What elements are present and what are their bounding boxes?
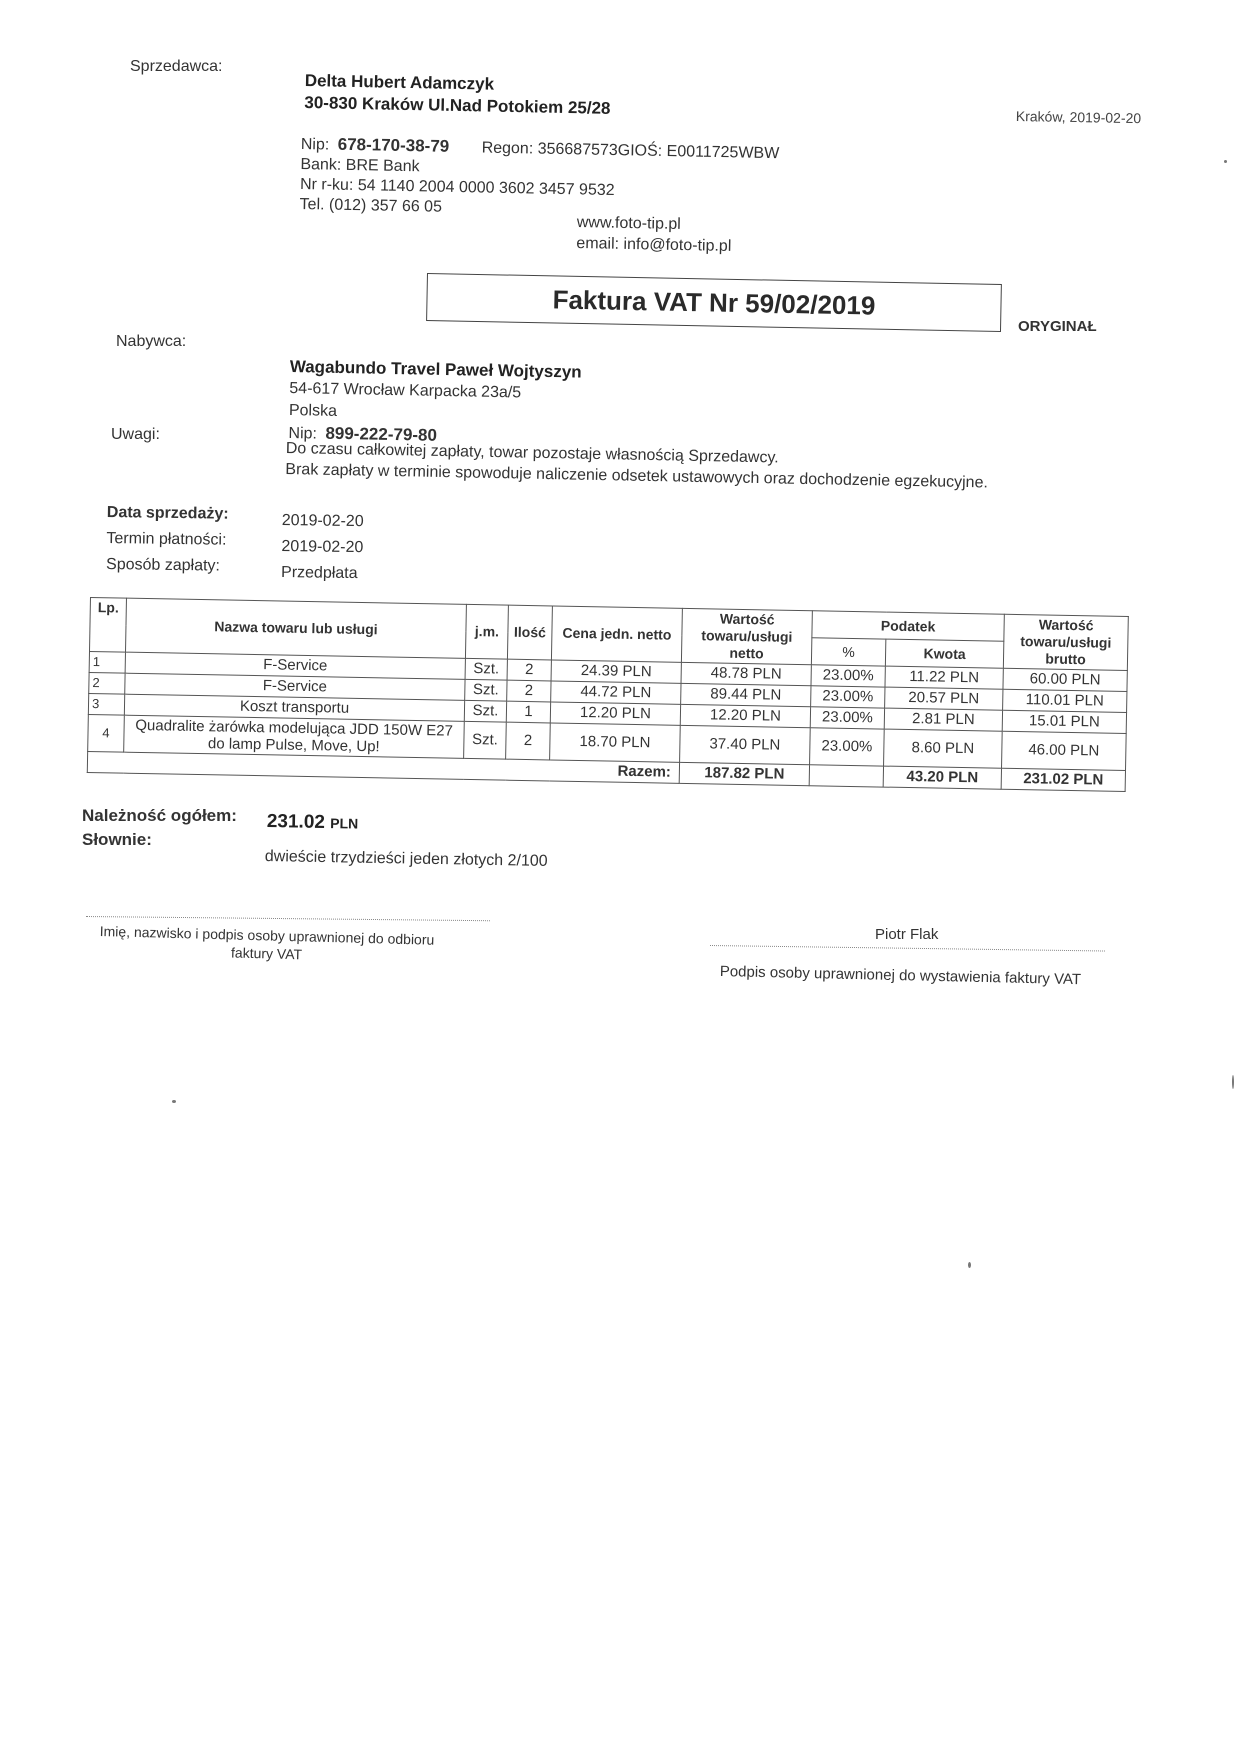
payment-method-label: Sposób zapłaty: [105, 555, 221, 575]
seller-nip-value: 678-170-38-79 [337, 134, 450, 156]
col-name: Nazwa towaru lub usługi [125, 598, 466, 658]
place-date: Kraków, 2019-02-20 [1015, 108, 1142, 127]
row-gross: 110.01 PLN [1003, 689, 1127, 712]
invoice-title-box [426, 273, 1002, 332]
issuer-signature-caption: Podpis osoby uprawnionej do wystawienia faktury VAT [719, 963, 1082, 989]
dates-values [281, 508, 364, 587]
row-name [124, 715, 465, 758]
copy-mark: ORYGINAŁ [1018, 318, 1097, 335]
row-name-line-2: do lamp Pulse, Move, Up! [207, 735, 380, 756]
due-date-value: 2019-02-20 [281, 537, 364, 557]
sale-date-value: 2019-02-20 [281, 511, 364, 531]
row-tax-pct: 23.00% [810, 728, 885, 766]
total-tax-pct-empty [809, 765, 883, 787]
row-tax-amount: 20.57 PLN [885, 687, 1003, 710]
row-unit-price: 44.72 PLN [551, 681, 681, 704]
row-name: F-Service [125, 652, 465, 679]
sale-date-label: Data sprzedaży: [106, 503, 229, 523]
buyer-nip-label: Nip: [288, 424, 318, 443]
amount-due-number: 231.02 [266, 811, 326, 834]
row-tax-pct: 23.00% [811, 665, 885, 687]
row-tax-amount: 8.60 PLN [884, 729, 1003, 768]
row-unit-price: 18.70 PLN [550, 723, 681, 762]
seller-account: Nr r-ku: 54 1140 2004 0000 3602 3457 9532 [299, 175, 615, 200]
seller-phone: Tel. (012) 357 66 05 [299, 195, 443, 216]
seller-name: Delta Hubert Adamczyk [304, 70, 495, 94]
row-unit: Szt. [465, 679, 507, 701]
notes-line-1: Do czasu całkowitej zapłaty, towar pozostaje własnością Sprzedawcy. [285, 439, 779, 467]
col-unit: j.m. [465, 604, 508, 659]
receiver-caption-line-2: faktury VAT [230, 944, 303, 963]
scan-speck [1232, 1075, 1234, 1089]
row-unit: Szt. [464, 721, 507, 759]
seller-email: email: info@foto-tip.pl [576, 234, 732, 255]
row-unit-price: 12.20 PLN [550, 702, 680, 725]
buyer-address: 54-617 Wrocław Karpacka 23a/5 [289, 379, 522, 402]
row-tax-pct: 23.00% [810, 707, 884, 729]
notes-line-2: Brak zapłaty w terminie spowoduje naliczenie odsetek ustawowych oraz dochodzenie egzekucyjne. [285, 460, 989, 492]
row-unit: Szt. [465, 658, 507, 680]
notes-label: Uwagi: [111, 426, 160, 443]
items-table-wrap [87, 597, 1129, 792]
row-tax-pct: 23.00% [811, 686, 885, 708]
row-gross: 46.00 PLN [1002, 731, 1127, 770]
row-qty: 2 [506, 722, 551, 760]
buyer-nip-value: 899-222-79-80 [325, 423, 438, 445]
buyer-country: Polska [288, 401, 338, 420]
total-gross: 231.02 PLN [1001, 768, 1125, 791]
amount-due-value [267, 811, 359, 835]
row-tax-amount: 11.22 PLN [885, 666, 1003, 689]
col-unit-price: Cena jedn. netto [551, 606, 682, 662]
table-header-row [90, 598, 1128, 644]
seller-website: www.foto-tip.pl [576, 213, 681, 233]
buyer-label: Nabywca: [116, 333, 187, 350]
seller-label: Sprzedawca: [130, 58, 223, 75]
row-gross: 15.01 PLN [1002, 710, 1126, 733]
row-name: F-Service [125, 673, 465, 700]
row-unit: Szt. [464, 700, 506, 722]
items-table [87, 597, 1129, 792]
due-date-label: Termin płatności: [106, 529, 227, 549]
col-tax-amount: Kwota [885, 639, 1003, 668]
seller-block [304, 70, 611, 120]
row-qty: 2 [507, 659, 551, 681]
amount-due-label: Należność ogółem: [82, 806, 237, 825]
col-gross-value: Wartość towaru/usługi brutto [1003, 614, 1128, 670]
dates-labels [106, 500, 229, 580]
invoice-title: Faktura VAT Nr 59/02/2019 [552, 283, 876, 321]
seller-regon: Regon: 356687573GIOŚ: E0011725WBW [481, 139, 780, 163]
receiver-caption-line-1: Imię, nazwisko i podpis osoby uprawnionej do odbioru [99, 922, 435, 948]
amount-words-label: Słownie: [82, 830, 152, 849]
seller-address: 30-830 Kraków Ul.Nad Potokiem 25/28 [304, 92, 611, 118]
receiver-signature-caption [99, 922, 434, 967]
scan-speck [968, 1262, 971, 1268]
seller-nip-label: Nip: [300, 135, 330, 154]
row-net: 12.20 PLN [680, 704, 810, 727]
total-net: 187.82 PLN [679, 762, 809, 785]
amount-due-currency: PLN [330, 815, 359, 832]
scan-speck [172, 1100, 176, 1103]
scan-speck [1224, 160, 1227, 163]
row-name-line-1: Quadralite żarówka modelująca JDD 150W E27 [135, 716, 454, 740]
row-net: 48.78 PLN [681, 662, 811, 685]
seller-bank: Bank: BRE Bank [300, 155, 420, 176]
row-lp: 1 [89, 652, 125, 674]
row-name: Koszt transportu [124, 694, 464, 721]
amount-words-value: dwieście trzydzieści jeden złotych 2/100 [264, 848, 548, 870]
row-lp: 2 [89, 672, 125, 694]
row-qty: 2 [507, 680, 551, 702]
col-net-value: Wartość towaru/usługi netto [681, 608, 812, 664]
col-lp: Lp. [90, 598, 127, 653]
col-tax: Podatek [812, 611, 1004, 642]
issuer-name: Piotr Flak [875, 926, 939, 943]
row-gross: 60.00 PLN [1003, 668, 1127, 691]
total-label: Razem: [87, 751, 679, 783]
row-net: 37.40 PLN [680, 725, 811, 764]
buyer-block [288, 356, 582, 451]
row-lp: 3 [88, 693, 124, 715]
row-lp: 4 [88, 714, 125, 752]
row-unit-price: 24.39 PLN [551, 660, 681, 683]
row-qty: 1 [506, 701, 550, 723]
payment-method-value: Przedpłata [280, 563, 358, 583]
row-tax-amount: 2.81 PLN [884, 708, 1002, 731]
seller-web [576, 212, 732, 257]
total-tax: 43.20 PLN [883, 766, 1001, 789]
issuer-signature-line [710, 945, 1105, 952]
seller-info [299, 134, 779, 224]
buyer-name: Wagabundo Travel Paweł Wojtyszyn [289, 356, 582, 382]
col-tax-pct: % [811, 638, 885, 666]
col-qty: Ilość [507, 605, 552, 660]
notes-block [285, 438, 988, 493]
receiver-signature-line [86, 916, 490, 921]
row-net: 89.44 PLN [681, 683, 811, 706]
